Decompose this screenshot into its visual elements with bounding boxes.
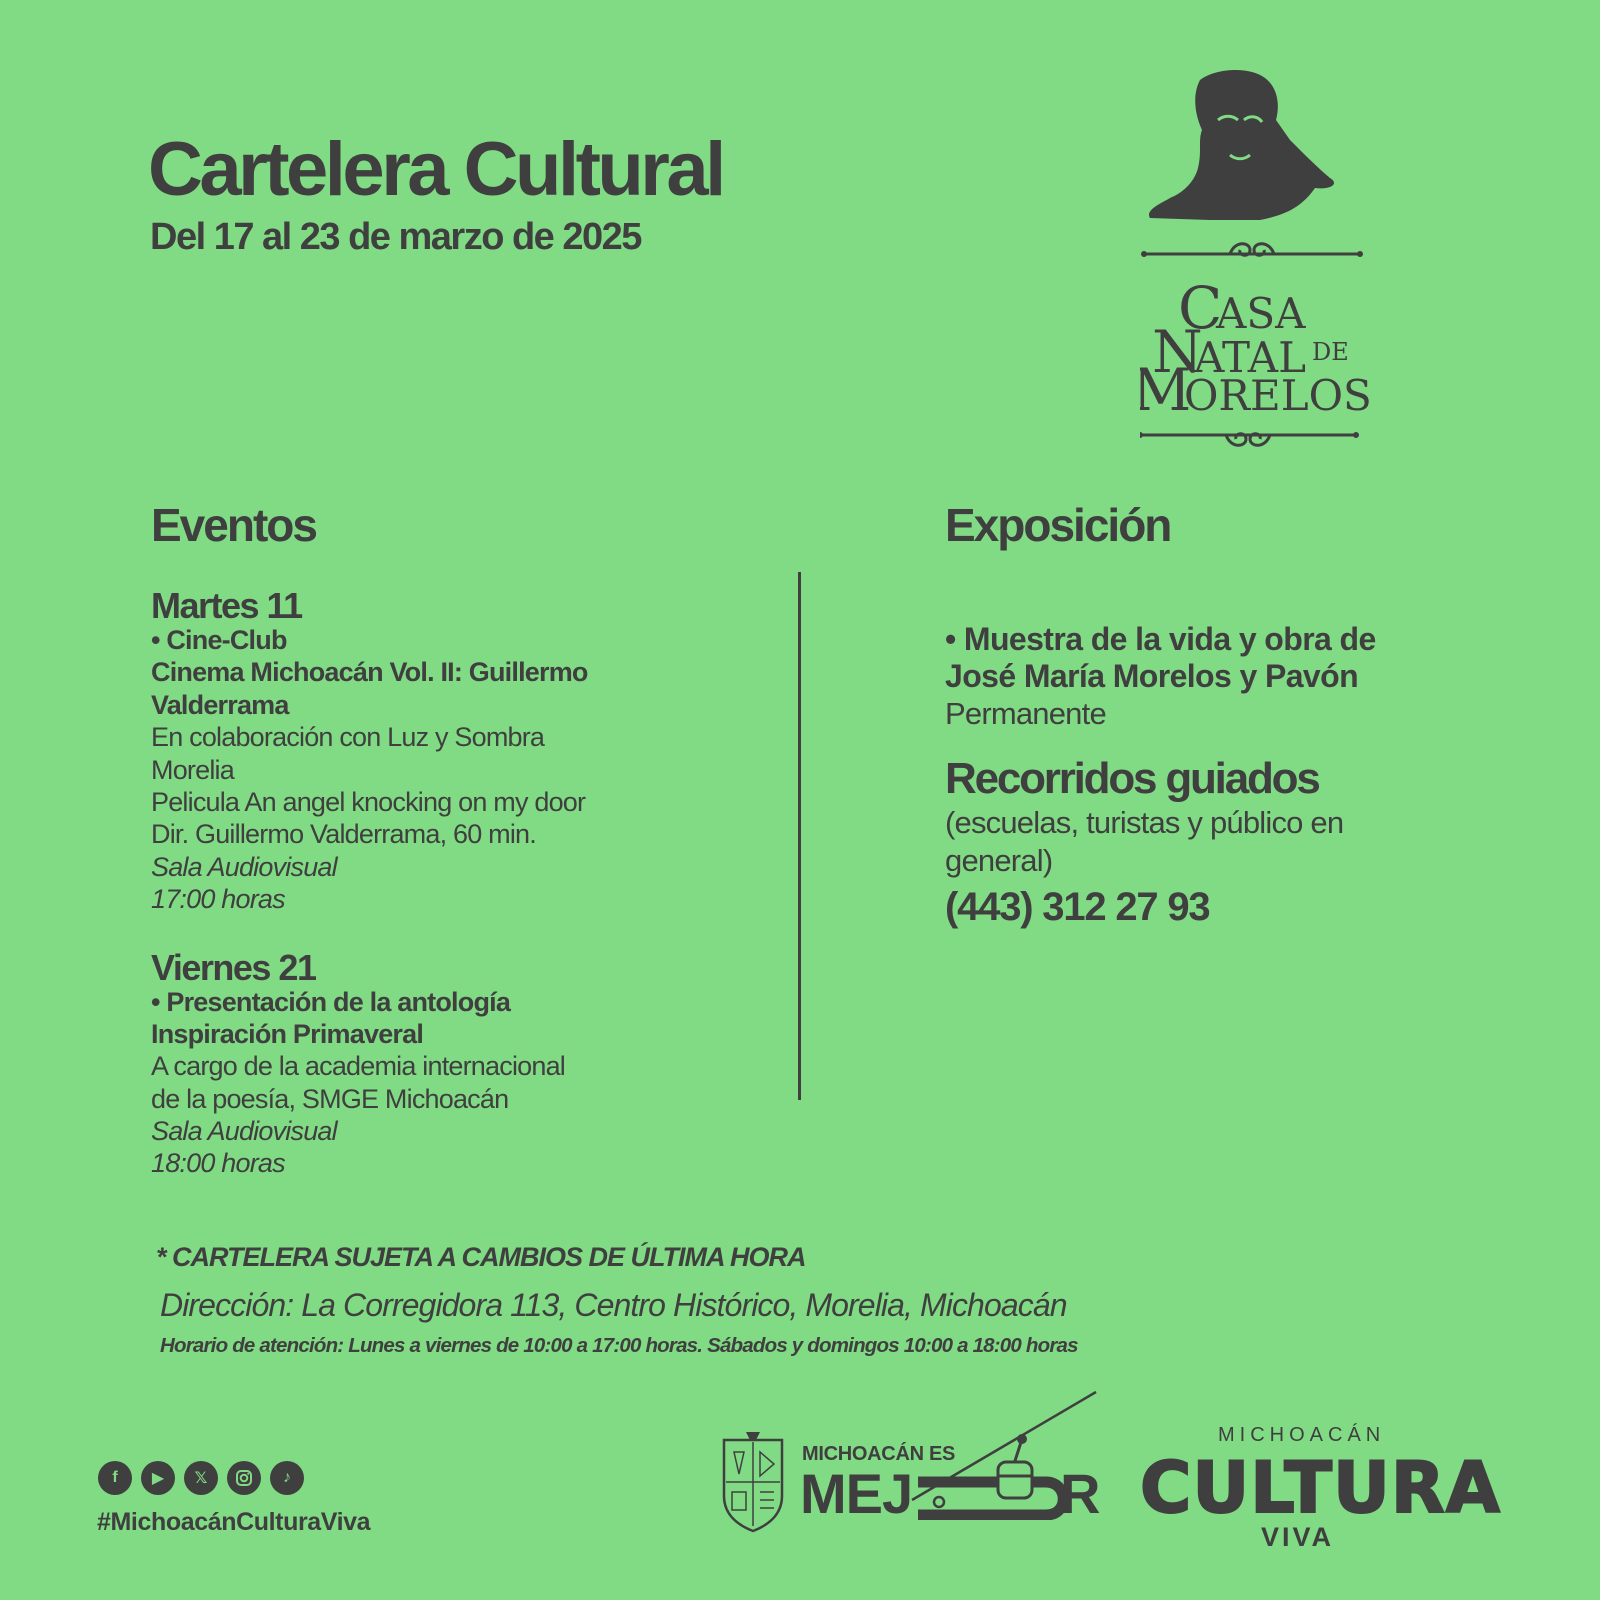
event-title-line: • Cine-Club — [151, 625, 287, 655]
cultura-top-label: MICHOACÁN — [1218, 1424, 1386, 1446]
mejor-label: MEJ — [800, 1462, 913, 1525]
event-title-line: Cinema Michoacán Vol. II: Guillermo — [151, 657, 588, 688]
event-detail: de la poesía, SMGE Michoacán — [151, 1083, 509, 1114]
morelos-portrait-icon — [1140, 60, 1390, 460]
event-title-line: Inspiración Primaveral — [151, 1018, 424, 1049]
page-title: Cartelera Cultural — [148, 127, 723, 212]
column-divider — [798, 572, 801, 1100]
tours-heading: Recorridos guiados — [945, 753, 1319, 803]
event-time: 18:00 horas — [151, 1148, 285, 1179]
svg-text:ASA: ASA — [1216, 289, 1306, 338]
hashtag[interactable]: #MichoacánCulturaViva — [97, 1508, 371, 1536]
schedule-notice: * CARTELERA SUJETA A CAMBIOS DE ÚLTIMA HORA — [156, 1242, 806, 1272]
event-detail: A cargo de la academia internacional — [151, 1051, 565, 1082]
event-detail: Morelia — [151, 754, 234, 785]
facebook-icon[interactable]: f — [98, 1461, 132, 1495]
exposition-title-line: • Muestra de la vida y obra de — [945, 621, 1376, 657]
event-item — [151, 946, 671, 1180]
svg-text:M: M — [1140, 356, 1192, 424]
svg-text:ATAL: ATAL — [1194, 333, 1306, 382]
event-day: Martes 11 — [151, 585, 302, 626]
casa-natal-logo — [1140, 60, 1390, 460]
cultura-logo-label — [1140, 1447, 1501, 1529]
address: Dirección: La Corregidora 113, Centro Histórico, Morelia, Michoacán — [160, 1287, 1067, 1323]
social-links — [98, 1461, 304, 1495]
opening-hours: Horario de atención: Lunes a viernes de 10:00 a 17:00 horas. Sábados y domingos 10:00 a 18:00 horas — [160, 1334, 1078, 1357]
svg-text:N: N — [1152, 318, 1203, 386]
svg-text:ORELOS: ORELOS — [1184, 371, 1372, 420]
mejor-end-label: R — [1060, 1462, 1101, 1525]
event-detail: Dir. Guillermo Valderrama, 60 min. — [151, 819, 536, 850]
svg-text:C: C — [1178, 274, 1223, 342]
events-heading: Eventos — [151, 499, 316, 551]
event-title-line: • Presentación de la antología — [151, 986, 511, 1017]
event-time: 17:00 horas — [151, 884, 285, 915]
event-title-line: Valderrama — [151, 689, 289, 720]
events-list — [151, 585, 671, 1214]
tours-description: general) — [945, 842, 1053, 878]
svg-text:DE: DE — [1312, 338, 1349, 366]
exposition-title-line: José María Morelos y Pavón — [945, 657, 1359, 694]
tours-description: (escuelas, turistas y público en — [945, 805, 1344, 841]
youtube-icon[interactable]: ▶ — [141, 1461, 175, 1495]
michoacan-es-label: MICHOACÁN ES — [802, 1443, 956, 1465]
viva-label: VIVA — [1261, 1522, 1335, 1552]
michoacan-coat-of-arms-icon — [720, 1430, 786, 1534]
x-icon[interactable]: 𝕏 — [184, 1461, 218, 1495]
exposition-block — [945, 621, 1485, 931]
tours-phone[interactable]: (443) 312 27 93 — [945, 884, 1210, 929]
event-detail: En colaboración con Luz y Sombra — [151, 722, 545, 753]
date-range: Del 17 al 23 de marzo de 2025 — [150, 216, 641, 258]
exposition-heading: Exposición — [945, 499, 1171, 551]
event-item — [151, 585, 671, 916]
exposition-status: Permanente — [945, 695, 1106, 731]
event-day: Viernes 21 — [151, 946, 316, 988]
tiktok-icon[interactable]: ♪ — [270, 1461, 304, 1495]
event-detail: Pelicula An angel knocking on my door — [151, 786, 586, 817]
cultura-word: CULTURA — [1140, 1447, 1501, 1529]
event-venue: Sala Audiovisual — [151, 1116, 337, 1147]
event-venue: Sala Audiovisual — [151, 851, 337, 882]
instagram-icon[interactable] — [227, 1461, 261, 1495]
